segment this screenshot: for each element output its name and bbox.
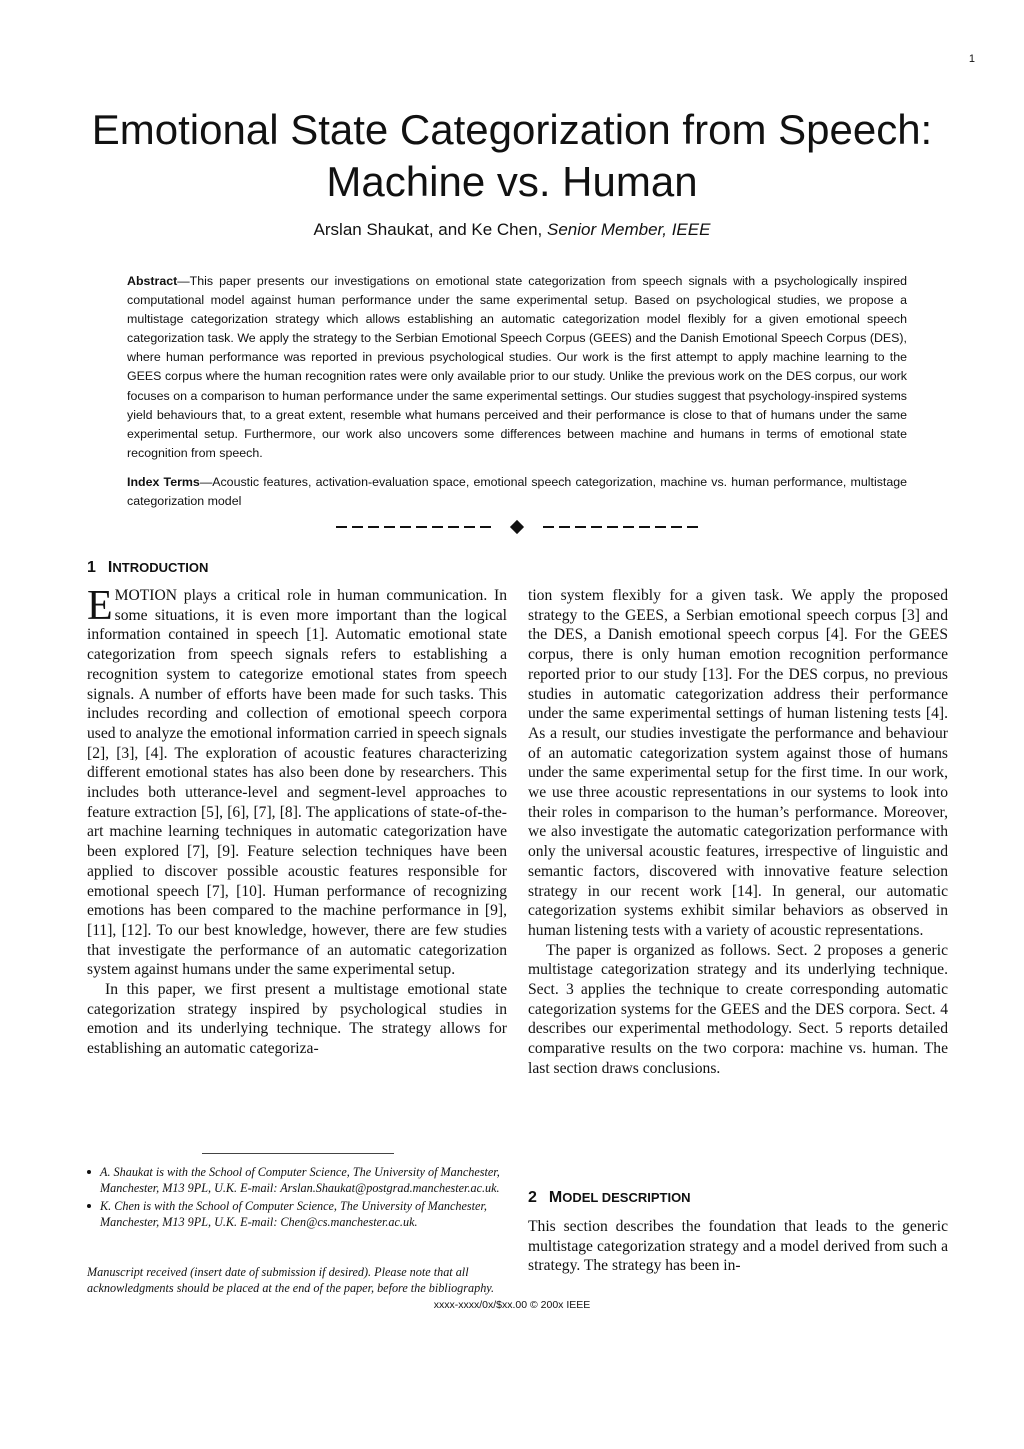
abstract-label: Abstract — [127, 274, 178, 288]
footnote-rule — [202, 1153, 394, 1154]
intro-paragraph-1 — [87, 583, 507, 980]
intro-paragraph-3: The paper is organized as follows. Sect. 2 proposes a generic multistage categorization strategy and its underlying technique. Sect. 3 applies the technique to create corresponding automatic categorization systems for the GEES and the DES corpora. Sect. 4 describes our experimental methodology. Sect. 5 reports detailed comparative results on the two corpora: machine vs. human. The last section draws conclusions. — [528, 941, 948, 1077]
footnote-item: A. Shaukat is with the School of Computer Science, The University of Manchester, Manchester, M13 9PL, U.K. E-mail: Arslan.Shaukat@postgrad.manchester.ac.uk. — [87, 1164, 507, 1197]
page-number: 1 — [968, 53, 975, 65]
author-membership: Senior Member, IEEE — [546, 220, 711, 239]
divider-dashes-right — [543, 526, 698, 528]
divider-dashes-left — [336, 526, 491, 528]
author-names: Arslan Shaukat, and Ke Chen, — [313, 220, 543, 239]
model-paragraph-1: This section describes the foundation that leads to the generic multistage categorization strategy and a model derived from such a strategy. The strategy has been in- — [528, 1218, 948, 1275]
author-line — [60, 219, 964, 241]
title-line-1: Emotional State Categorization from Speech: — [91, 106, 933, 153]
section-2-body — [528, 1217, 948, 1276]
paper-title — [60, 104, 964, 208]
drop-cap: E — [87, 583, 113, 629]
intro-paragraph-1-text: MOTION plays a critical role in human communication. In some situations, it is even more important than the logical information contained in speech [1]. Automatic emotional state categorization from speech signals refers to establishing a recognition system to categorize emotional states from speech signals. A number of efforts have been made for such tasks. This includes recording and collection of emotional speech corpora used to analyze the emotional information carried in speech signals [2], [3], [4]. The exploration of acoustic features characterizing different emotional states has also been done by researchers. This includes both utterance-level and segment-level approaches to feature extraction [5], [6], [7], [8]. The applications of state-of-the-art machine learning techniques in automatic categorization have been explored [7], [9]. Feature selection techniques have been applied to discover possible acoustic features responsible for emotional speech [7], [10]. Human performance of recognizing emotions has been compared to the machine performance in [9], [11], [12]. To our best knowledge, however, there are few studies that investigate the performance of an automatic categorization system against humans under the same experimental setup. — [87, 587, 507, 979]
manuscript-note: Manuscript received (insert date of submission if desired). Please note that all acknowledgments should be placed at the end of the paper, before the bibliography. — [87, 1265, 495, 1296]
section-2-heading — [528, 1188, 691, 1208]
section-1-title-rest: NTRODUCTION — [112, 560, 209, 575]
section-1-number: 1 — [87, 559, 96, 576]
abstract — [127, 272, 907, 463]
section-1-heading — [87, 558, 208, 578]
abstract-text: —This paper presents our investigations on emotional state categorization from speech signals with a psychologically inspired computational model against human performance under the same experimental setup. Based on psychological studies, we propose a multistage categorization strategy which allows establishing an automatic categorization model flexibly for a given emotional speech categorization task. We apply the strategy to the Serbian Emotional Speech Corpus (GEES) and the Danish Emotional Speech Corpus (DES), where human performance was reported in previous psychological studies. Our work is the first attempt to apply machine learning to the GEES corpus where the human recognition rates were only available prior to our study. Unlike the previous work on the DES corpus, our work focuses on a comparison to human performance under the same experimental settings. Our studies suggest that psychology-inspired systems yield behaviours that, to a great extent, resemble what humans perceived and their performance is close to that of humans under the same experimental setup. Furthermore, our work also uncovers some differences between machine and humans in terms of emotional state recognition from speech. — [127, 274, 907, 460]
index-terms — [127, 473, 907, 511]
intro-paragraph-2-continued: tion system flexibly for a given task. We apply the proposed strategy to the GEES, a Serbian emotional speech corpus [3] and the DES, a Danish emotional speech corpus [4]. For the GEES corpus, there is only human emotion recognition performance reported prior to our study [13]. For the DES corpus, no previous studies in automatic categorization address their performance under the same experimental settings of human listening tests [4]. As a result, our studies investigate the performance and behaviour of an automatic categorization system against those of humans under the same experimental setup for the first time. In our work, we use three acoustic representations in our systems to look into their roles in comparison to the human’s performance. Moreover, we also investigate the automatic categorization performance with only the universal acoustic features, irrespective of linguistic and semantic factors, discovered with innovative feature selection strategy in our recent work [14]. In general, our automatic categorization systems exhibit similar behaviors as observed in human listening tests with a variety of acoustic representations. — [528, 587, 948, 939]
section-2-number: 2 — [528, 1189, 537, 1206]
footnotes — [87, 1164, 507, 1231]
intro-paragraph-2: In this paper, we first present a multistage emotional state categorization strategy inspired by psychological studies in emotion and its underlying technique. The strategy allows for establishing an automatic categoriza- — [87, 981, 507, 1058]
index-terms-text: —Acoustic features, activation-evaluation space, emotional speech categorization, machine vs. human performance, multistage categorization model — [127, 475, 908, 509]
footnote-item: K. Chen is with the School of Computer Science, The University of Manchester, Manchester, M13 9PL, U.K. E-mail: Chen@cs.manchester.ac.uk. — [87, 1198, 507, 1231]
section-2-title-initial: M — [548, 1189, 563, 1206]
title-line-2: Machine vs. Human — [326, 158, 698, 205]
section-1-title-initial: I — [107, 559, 113, 576]
right-column — [528, 586, 948, 1079]
section-divider — [336, 519, 698, 535]
copyright-line: xxxx-xxxx/0x/$xx.00 © 200x IEEE — [433, 1299, 591, 1311]
left-column — [87, 583, 507, 1059]
index-terms-label: Index Terms — [127, 475, 200, 489]
divider-diamond-icon — [510, 520, 524, 534]
section-2-title-rest: ODEL DESCRIPTION — [562, 1190, 691, 1205]
